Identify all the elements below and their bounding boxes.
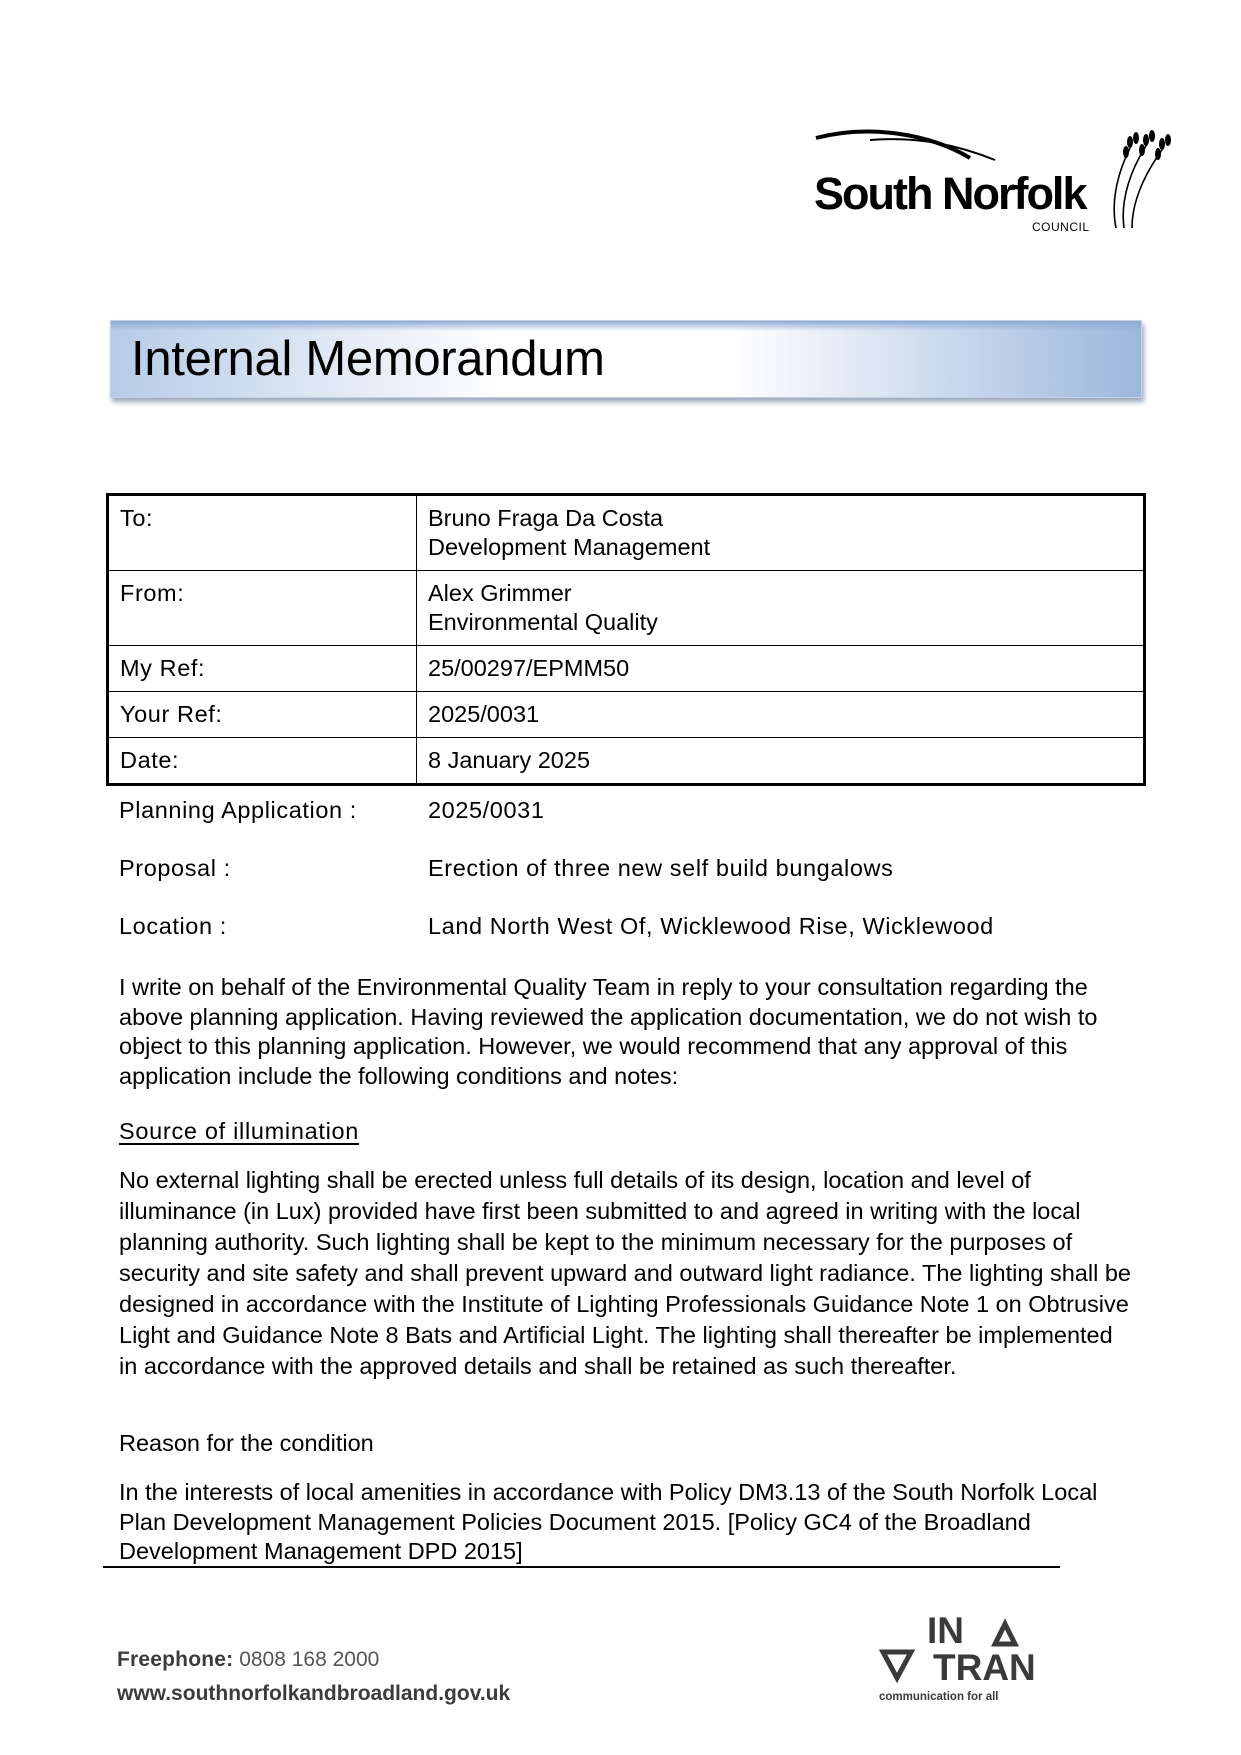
from-name: Alex Grimmer — [428, 580, 572, 606]
intran-tagline: communication for all — [879, 1691, 999, 1703]
table-row — [108, 571, 1145, 646]
your-ref-label: Your Ref: — [108, 692, 417, 738]
reason-paragraph: In the interests of local amenities in accordance with Policy DM3.13 of the South Norfolk Local Plan Development Management Policies Document 2015. [Policy GC4 of the Broadland Development Management DPD 2015] — [119, 1479, 1098, 1565]
to-name: Bruno Fraga Da Costa — [428, 505, 664, 531]
freephone-number: 0808 168 2000 — [239, 1648, 380, 1671]
south-norfolk-logo — [810, 128, 1180, 240]
application-details — [119, 797, 994, 971]
footer-divider — [103, 1566, 1060, 1568]
proposal-value: Erection of three new self build bungalows — [428, 855, 894, 881]
footer-contact — [117, 1643, 510, 1711]
to-label: To: — [108, 495, 417, 571]
planning-application-value: 2025/0031 — [428, 797, 545, 823]
from-department: Environmental Quality — [428, 609, 658, 635]
location-value: Land North West Of, Wicklewood Rise, Wicklewood — [428, 913, 994, 939]
intran-logo — [873, 1612, 1043, 1708]
date-value: 8 January 2025 — [417, 738, 1145, 785]
page-title: Internal Memorandum — [131, 332, 605, 386]
table-row — [108, 646, 1145, 692]
detail-row — [119, 797, 994, 855]
location-label: Location : — [119, 913, 227, 939]
table-row — [108, 692, 1145, 738]
table-row — [108, 738, 1145, 785]
logo-name: South Norfolk — [814, 168, 1086, 219]
memo-header-table — [106, 493, 1146, 786]
logo-sub: COUNCIL — [1032, 220, 1090, 234]
to-department: Development Management — [428, 534, 711, 560]
reason-heading: Reason for the condition — [119, 1430, 374, 1456]
your-ref-value: 2025/0031 — [417, 692, 1145, 738]
table-row — [108, 495, 1145, 571]
from-label: From: — [108, 571, 417, 646]
website-link[interactable]: www.southnorfolkandbroadland.gov.uk — [117, 1682, 511, 1705]
date-label: Date: — [108, 738, 417, 785]
intran-line2: TRAN — [933, 1647, 1036, 1688]
detail-row — [119, 913, 994, 971]
intro-paragraph: I write on behalf of the Environmental Quality Team in reply to your consultation regarding the above planning application. Having reviewed the application documentation, we do not wish to object to this planning application. However, we would recommend that any approval of this application include the following conditions and notes: — [119, 974, 1098, 1089]
section-heading: Source of illumination — [119, 1118, 360, 1144]
my-ref-value: 25/00297/EPMM50 — [417, 646, 1145, 692]
title-banner — [110, 320, 1142, 398]
to-value — [417, 495, 1145, 571]
my-ref-label: My Ref: — [108, 646, 417, 692]
planning-application-label: Planning Application : — [119, 797, 357, 823]
intran-line1: IN — [927, 1610, 964, 1651]
condition-paragraph: No external lighting shall be erected unless full details of its design, location and level of illuminance (in Lux) provided have first been submitted to and agreed in writing with the local planning authority. Such lighting shall be kept to the minimum necessary for the purposes of security and site safety and shall prevent upward and outward light radiance. The lighting shall be designed in accordance with the Institute of Lighting Professionals Guidance Note 1 on Obtrusive Light and Guidance Note 8 Bats and Artificial Light. The lighting shall thereafter be implemented in accordance with the approved details and shall be retained as such thereafter. — [119, 1167, 1131, 1379]
freephone-label: Freephone: — [117, 1648, 234, 1671]
from-value — [417, 571, 1145, 646]
detail-row — [119, 855, 994, 913]
proposal-label: Proposal : — [119, 855, 231, 881]
